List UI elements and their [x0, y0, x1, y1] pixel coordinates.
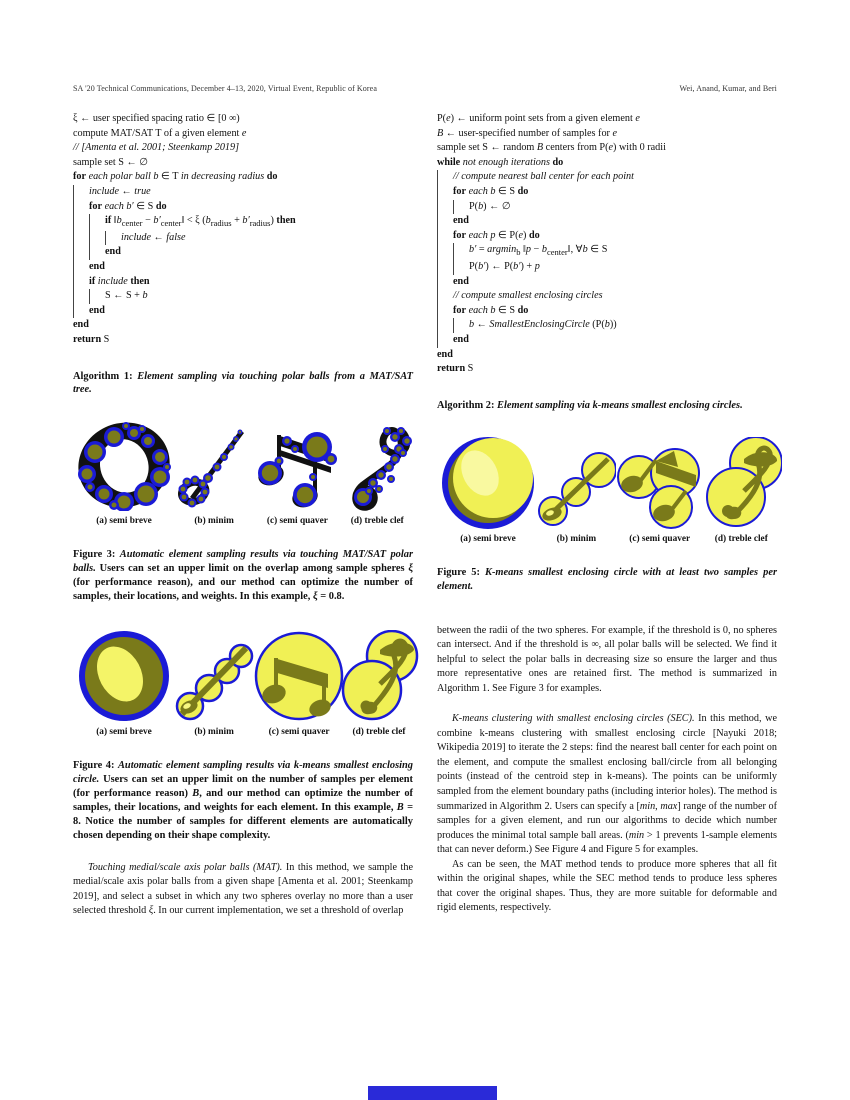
- figure-4b: [175, 630, 253, 737]
- indent-rule: [437, 170, 453, 185]
- figure-5d-label: (d) treble clef: [714, 533, 768, 544]
- indent-rule: [437, 214, 453, 229]
- indent-rule: [437, 275, 453, 290]
- figure-3-images: [73, 419, 413, 526]
- pseudocode-line: // [Amenta et al. 2001; Steenkamp 2019]: [73, 142, 240, 154]
- left-column: [73, 112, 413, 919]
- indent-rule: [73, 275, 89, 290]
- pseudocode-line: // compute smallest enclosing circles: [437, 289, 777, 304]
- figure-5-images: [437, 437, 777, 544]
- indent-rule: [73, 214, 89, 231]
- figure-5-caption-italic: K-means smallest enclosing circle with at least two samples per element.: [437, 566, 777, 592]
- indent-rule: [437, 243, 453, 260]
- algorithm-1-caption-text: Element sampling via touching polar balls from a MAT/SAT tree.: [73, 370, 413, 396]
- pseudocode-line: sample set S ← random B centers from P(e) with 0 radii: [437, 142, 666, 154]
- figure-4-caption-italic: Automatic element sampling results via k-means smallest enclosing circle.: [73, 760, 413, 786]
- semi-quaver-sec-image: [252, 630, 347, 722]
- paragraph-threshold: between the radii of the two spheres. For example, if the threshold is 0, no spheres can intersect. And if the threshold is ∞, all polar balls will be selected. We find it helpful to select the polar balls in decreasing size so ensure the larger and thus more representative ones are retained first. The method is summarized in Algorithm 1. See Figure 3 for examples.: [437, 624, 777, 694]
- indent-rule: [73, 304, 89, 319]
- indent-rule: [437, 200, 453, 215]
- treble-clef-sec2-image: [700, 437, 782, 529]
- paragraph-sec-lead: K-means clustering with smallest enclosing circles (SEC).: [452, 713, 695, 725]
- pseudocode-line: include ← true: [73, 185, 413, 200]
- minim-sec2-image: [536, 437, 616, 529]
- figure-3b-label: (b) minim: [194, 516, 234, 527]
- figure-3-caption-rest: Users can set an upper limit on the overlap among sample spheres ξ (for performance reason), and our method can optimize the number of samples, their locations, and weights. In this example, ξ = 0.8.: [73, 563, 413, 603]
- indent-rule: [437, 260, 453, 275]
- figure-3a: [73, 419, 175, 526]
- semi-breve-sec-image: [74, 630, 174, 722]
- figure-4-caption-rest: Users can set an upper limit on the number of samples per element (for performance reason) B, and our method can optimize the number of samples, their locations, and weights for each element. In this example, B = 8. Notice the number of samples for different elements are automatically chosen depending on their shape complexity.: [73, 774, 413, 841]
- indent-rule: [437, 185, 453, 200]
- figure-5b: [539, 437, 614, 544]
- algorithm-1-caption: [73, 370, 413, 398]
- figure-5a-label: (a) semi breve: [460, 533, 516, 544]
- indent-rule: [437, 304, 453, 319]
- figure-3c: [253, 419, 341, 526]
- pseudocode-line: include ← false: [73, 231, 413, 246]
- indent-rule: [437, 318, 453, 333]
- pseudocode-line: for each b ∈ S do: [437, 304, 777, 319]
- pseudocode-line: S ← S + b: [73, 289, 413, 304]
- algorithm-1-pseudocode: [73, 112, 413, 348]
- pseudocode-line: b′ = argmin$_b$ ‖p − $b_{center}‖$, ∀b ∈ S: [437, 243, 777, 260]
- figure-4c: [253, 630, 345, 737]
- pseudocode-line: if include then: [73, 275, 413, 290]
- pseudocode-line: P(b′) ← P(b′) + p: [437, 260, 777, 275]
- figure-3c-label: (c) semi quaver: [266, 516, 328, 527]
- indent-rule: [437, 333, 453, 348]
- paragraph-mat: [73, 861, 413, 919]
- indent-rule: [437, 289, 453, 304]
- figure-4a: [73, 630, 175, 737]
- pseudocode-line: end: [437, 333, 777, 348]
- figure-3b: [175, 419, 253, 526]
- figure-3d-label: (d) treble clef: [350, 516, 404, 527]
- figure-3-caption: [73, 548, 413, 604]
- figure-4d: [345, 630, 413, 737]
- figure-3-caption-label: Figure 3:: [73, 549, 116, 561]
- algorithm-2-caption-text: Element sampling via k-means smallest enclosing circles.: [497, 399, 743, 411]
- pseudocode-line: end: [73, 304, 413, 319]
- figure-4-images: [73, 630, 413, 737]
- indent-rule: [89, 245, 105, 260]
- pseudocode-line: end: [437, 214, 777, 229]
- indent-rule: [73, 231, 89, 246]
- indent-rule: [105, 231, 121, 246]
- indent-rule: [73, 200, 89, 215]
- paragraph-comparison: As can be seen, the MAT method tends to produce more spheres that all fit within the original shapes, while the SEC method tends to produce less spheres that cover the original shapes. Thus, they are more suitable for deformable and rigid elements, respectively.: [437, 858, 777, 914]
- paragraph-sec: [437, 712, 777, 857]
- figure-4-caption-label: Figure 4:: [73, 760, 115, 772]
- indent-rule: [453, 260, 469, 275]
- minim-sec-image: [174, 630, 254, 722]
- figure-3d: [342, 419, 413, 526]
- pseudocode-line: for each b′ ∈ S do: [73, 200, 413, 215]
- paragraph-mat-lead: Touching medial/scale axis polar balls (MAT).: [88, 861, 283, 873]
- pseudocode-line: end: [73, 260, 413, 275]
- indent-rule: [453, 243, 469, 260]
- indent-rule: [89, 214, 105, 231]
- pseudocode-line: end: [73, 319, 89, 331]
- figure-5b-label: (b) minim: [556, 533, 597, 544]
- indent-rule: [73, 245, 89, 260]
- indent-rule: [453, 318, 469, 333]
- treble-clef-sec-image: [338, 630, 420, 722]
- semi-breve-sec2-image: [436, 437, 541, 529]
- pseudocode-line: end: [73, 245, 413, 260]
- pseudocode-line: end: [437, 275, 777, 290]
- semi-breve-mat-image: [74, 419, 174, 511]
- indent-rule: [73, 289, 89, 304]
- figure-5c: [614, 437, 706, 544]
- pseudocode-line: // compute nearest ball center for each point: [437, 170, 777, 185]
- minim-mat-image: [174, 419, 254, 511]
- pseudocode-line: if $‖b_{center}$ − $b'_{center}‖ < \xi$ $(b_{radius} + b'_{radius})$ then: [73, 214, 413, 231]
- figure-5d: [706, 437, 777, 544]
- header-authors: Wei, Anand, Kumar, and Beri: [679, 84, 777, 93]
- indent-rule: [89, 231, 105, 246]
- algorithm-2-caption-label: Algorithm 2:: [437, 399, 495, 411]
- figure-5-caption: [437, 566, 777, 594]
- figure-4d-label: (d) treble clef: [352, 727, 406, 738]
- indent-rule: [73, 185, 89, 200]
- pseudocode-line: for each p ∈ P(e) do: [437, 229, 777, 244]
- figure-5-caption-label: Figure 5:: [437, 566, 480, 578]
- algorithm-1-caption-label: Algorithm 1:: [73, 370, 133, 382]
- algorithm-2-caption: [437, 399, 777, 413]
- pseudocode-line: return S: [73, 333, 110, 345]
- figure-5c-label: (c) semi quaver: [629, 533, 691, 544]
- pseudocode-line: return S: [437, 363, 474, 375]
- pseudocode-line: b ← SmallestEnclosingCircle (P(b)): [437, 318, 777, 333]
- pseudocode-line: for each b ∈ S do: [437, 185, 777, 200]
- pseudocode-line: end: [437, 348, 453, 360]
- pseudocode-line: ξ ← user specified spacing ratio ∈ [0 ∞): [73, 113, 240, 124]
- indent-rule: [453, 200, 469, 215]
- figure-5a: [437, 437, 539, 544]
- pseudocode-line: compute MAT/SAT T of a given element e: [73, 127, 247, 139]
- paragraph-mat-rest: In this method, we sample the medial/scale axis polar balls from a given shape [Amenta et al. 2001; Steenkamp 2019], and select a subset in which any two spheres overlay no more than a user selected threshold ξ. In our current implementation, we set a threshold of overlap: [73, 861, 413, 917]
- paragraph-sec-rest: In this method, we combine k-means clustering with smallest enclosing circle [Nayuki 2018; Wikipedia 2019] to iterate the 2 steps: find the nearest ball center for each point on the element, and compute the smallest enclosing ball/circle from all belonging points (instead of the centroid step in k-means). The points can be uniformly sampled from the element boundary paths (including interior holes). The method is summarized in Algorithm 2. Users can specify a [min, max] range of the number of samples for a given element, and run our algorithms to decide which number produces the minimal total sample ball areas. (min > 1 prevents 1-sample elements that can never deform.) See Figure 4 and Figure 5 for examples.: [437, 713, 777, 856]
- indent-rule: [437, 229, 453, 244]
- figure-4c-label: (c) semi quaver: [268, 727, 330, 738]
- figure-4a-label: (a) semi breve: [96, 727, 152, 738]
- pseudocode-line: P(e) ← uniform point sets from a given element e: [437, 113, 640, 124]
- figure-3-caption-italic: Automatic element sampling results via touching MAT/SAT polar balls.: [73, 549, 413, 575]
- figure-4b-label: (b) minim: [194, 727, 234, 738]
- algorithm-2-pseudocode: [437, 112, 777, 377]
- header-conference: SA '20 Technical Communications, December 4–13, 2020, Virtual Event, Republic of Korea: [73, 84, 377, 93]
- indent-rule: [89, 289, 105, 304]
- right-column: [437, 112, 777, 916]
- pseudocode-line: while not enough iterations do: [437, 156, 564, 168]
- pseudocode-line: B ← user-specified number of samples for e: [437, 127, 618, 139]
- figure-3a-label: (a) semi breve: [96, 516, 152, 527]
- semi-quaver-sec2-image: [612, 437, 707, 529]
- indent-rule: [73, 260, 89, 275]
- pseudocode-line: sample set S ← ∅: [73, 156, 149, 168]
- figure-4-caption: [73, 759, 413, 843]
- bottom-blue-bar: [368, 1086, 497, 1100]
- semi-quaver-mat-image: [253, 419, 341, 511]
- treble-clef-mat-image: [341, 419, 413, 511]
- pseudocode-line: P(b) ← ∅: [437, 200, 777, 215]
- pseudocode-line: for each polar ball b ∈ T in decreasing radius do: [73, 171, 278, 183]
